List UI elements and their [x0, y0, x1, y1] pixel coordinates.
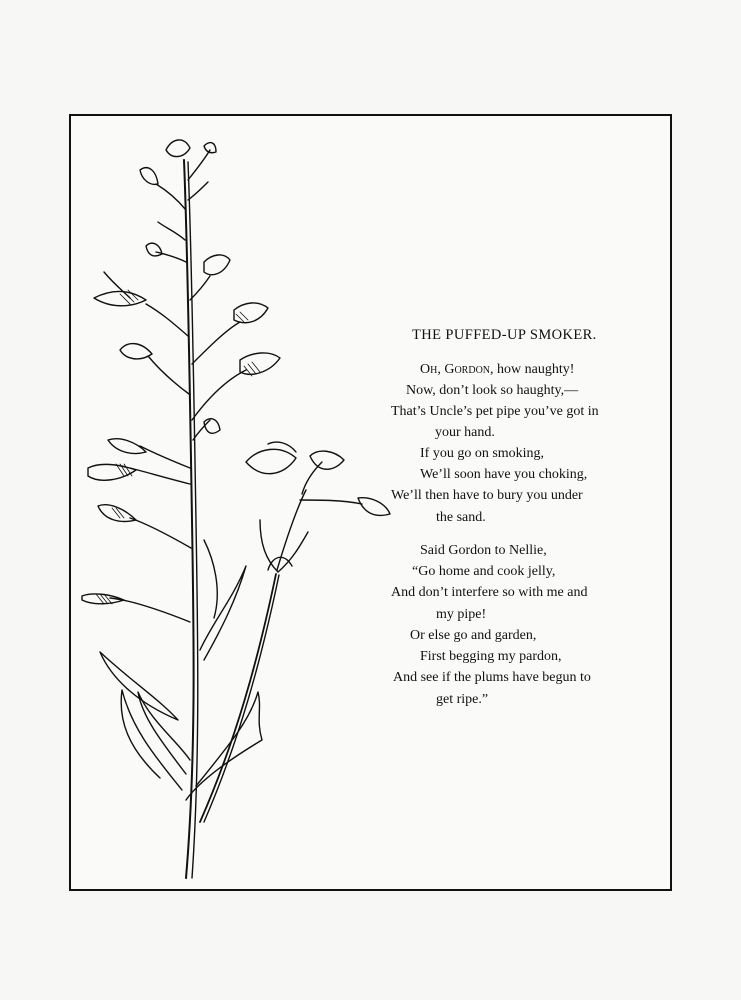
poem-title: THE PUFFED-UP SMOKER. [412, 327, 597, 343]
poem-line: your hand. [435, 425, 495, 440]
poem-line: “Go home and cook jelly, [412, 564, 556, 579]
poem-line: And don’t interfere so with me and [391, 585, 588, 600]
poem-word: how naughty! [497, 362, 575, 377]
poem-line: my pipe! [436, 607, 487, 622]
poem-line [420, 362, 574, 378]
poem-line: We’ll soon have you choking, [420, 467, 588, 482]
poem-word: Oh, [420, 362, 441, 377]
poem-line: get ripe.” [436, 692, 489, 707]
poem-line: Said Gordon to Nellie, [420, 543, 547, 558]
poem-line: First begging my pardon, [420, 649, 562, 664]
poem-line: Or else go and garden, [410, 628, 537, 643]
poem-name: Gordon, [444, 362, 494, 377]
poem-line: That’s Uncle’s pet pipe you’ve got in [391, 404, 599, 419]
poem-line: We’ll then have to bury you under [391, 488, 583, 503]
poem-line: the sand. [436, 510, 486, 525]
poem-line: If you go on smoking, [420, 446, 545, 461]
poem-line: Now, don’t look so haughty,— [406, 383, 579, 398]
poem-line: And see if the plums have begun to [393, 670, 591, 685]
